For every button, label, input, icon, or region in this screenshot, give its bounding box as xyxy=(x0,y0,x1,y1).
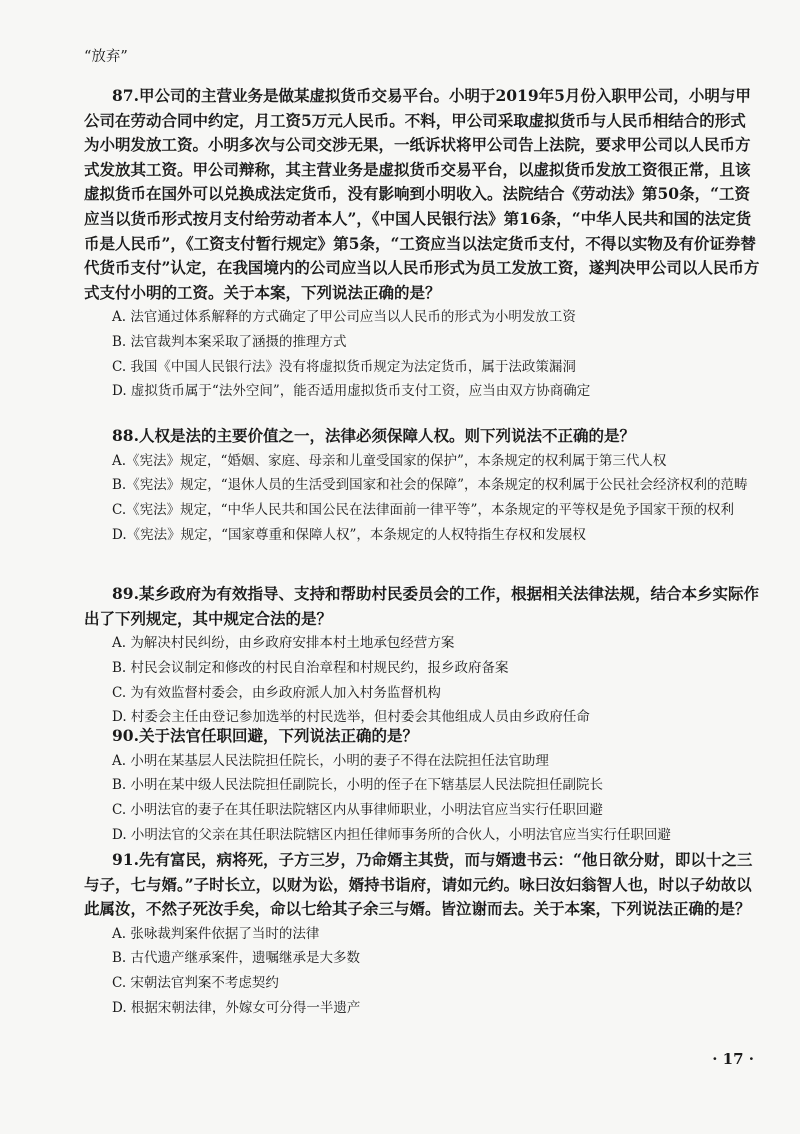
option-b: B.《宪法》规定，“退休人员的生活受到国家和社会的保障”，本条规定的权利属于公民社会经济权利的范畴 xyxy=(112,477,748,494)
option-b: B. 村民会议制定和修改的村民自治章程和村规民约，报乡政府备案 xyxy=(112,659,509,676)
question-number: 91. xyxy=(112,850,139,869)
option-d: D. 虚拟货币属于“法外空间”，能否适用虚拟货币支付工资，应当由双方协商确定 xyxy=(112,383,591,400)
option-c: C. 我国《中国人民银行法》没有将虚拟货币规定为法定货币，属于法政策漏洞 xyxy=(112,358,576,375)
question-number: 88. xyxy=(112,426,139,445)
option-c: C. 宋朝法官判案不考虑契约 xyxy=(112,975,279,992)
question-stem: 人权是法的主要价值之一，法律必须保障人权。则下列说法不正确的是？ xyxy=(138,426,635,445)
question-88 xyxy=(84,424,760,547)
option-c: C. 为有效监督村委会，由乡政府派人加入村务监督机构 xyxy=(112,684,441,701)
option-a: A. 张咏裁判案件依据了当时的法律 xyxy=(112,925,320,942)
question-stem: 关于法官任职回避，下列说法正确的是？ xyxy=(138,726,418,745)
previous-page-fragment: “放弃” xyxy=(84,49,128,65)
option-c: C.《宪法》规定，“中华人民共和国公民在法律面前一律平等”，本条规定的平等权是免予国家干预的权利 xyxy=(112,502,734,518)
option-b: B. 法官裁判本案采取了涵摄的推理方式 xyxy=(112,334,347,351)
page-number: · 17 · xyxy=(712,1050,754,1068)
question-stem: 某乡政府为有效指导、支持和帮助村民委员会的工作，根据相关法律法规，结合本乡实际作出了下列规定，其中规定合法的是？ xyxy=(84,584,759,628)
question-89 xyxy=(84,582,760,730)
question-number: 90. xyxy=(112,726,139,745)
question-number: 89. xyxy=(112,584,139,603)
question-stem: 甲公司的主营业务是做某虚拟货币交易平台。小明于2019年5月份入职甲公司，小明与甲公司在劳动合同中约定，月工资5万元人民币。不料，甲公司采取虚拟货币与人民币相结合的形式为小明发放工资。小明多次与公司交涉无果，一纸诉状将甲公司告上法院，要求甲公司以人民币方式发放其工资。甲公司辩称，其主营业务是虚拟货币交易平台，以虚拟货币发放工资很正常，且该虚拟货币在国外可以兑换成法定货币，没有影响到小明收入。法院结合《劳动法》第50条，“工资应当以货币形式按月支付给劳动者本人”，《中国人民银行法》第16条，“中华人民共和国的法定货币是人民币”，《工资支付暂行规定》第5条，“工资应当以法定货币支付，不得以实物及有价证券替代货币支付”认定，在我国境内的公司应当以人民币形式为员工发放工资，遂判决甲公司以人民币方式支付小明的工资。关于本案，下列说法正确的是？ xyxy=(84,86,760,302)
question-87 xyxy=(84,84,760,404)
question-91 xyxy=(84,848,760,1021)
option-c: C. 小明法官的妻子在其任职法院辖区内从事律师职业，小明法官应当实行任职回避 xyxy=(112,802,603,818)
option-d: D.《宪法》规定，“国家尊重和保障人权”，本条规定的人权特指生存权和发展权 xyxy=(112,526,586,543)
option-d: D. 小明法官的父亲在其任职法院辖区内担任律师事务所的合伙人，小明法官应当实行任职回避 xyxy=(112,826,671,843)
option-b: B. 古代遗产继承案件，遗嘱继承是大多数 xyxy=(112,950,361,967)
option-a: A. 为解决村民纠纷，由乡政府安排本村土地承包经营方案 xyxy=(112,635,455,652)
option-d: D. 村委会主任由登记参加选举的村民选举，但村委会其他组成人员由乡政府任命 xyxy=(112,709,590,726)
option-b: B. 小明在某中级人民法院担任副院长，小明的侄子在下辖基层人民法院担任副院长 xyxy=(112,777,604,794)
option-a: A. 法官通过体系解释的方式确定了甲公司应当以人民币的形式为小明发放工资 xyxy=(112,309,576,326)
option-d: D. 根据宋朝法律，外嫁女可分得一半遗产 xyxy=(112,999,361,1016)
question-stem: 先有富民，病将死，子方三岁，乃命婿主其赀，而与婿遗书云：“他日欲分财，即以十之三与子，七与婿。”子时长立，以财为讼，婿持书诣府，请如元约。咏曰汝妇翁智人也，时以子幼故以此属汝，不然子死汝手矣，命以七给其子余三与婿。皆泣谢而去。关于本案，下列说法正确的是？ xyxy=(84,850,753,919)
option-a: A.《宪法》规定，“婚姻、家庭、母亲和儿童受国家的保护”，本条规定的权利属于第三代人权 xyxy=(112,452,667,469)
question-90 xyxy=(84,724,760,847)
option-a: A. 小明在某基层人民法院担任院长，小明的妻子不得在法院担任法官助理 xyxy=(112,752,549,769)
question-number: 87. xyxy=(112,86,139,105)
